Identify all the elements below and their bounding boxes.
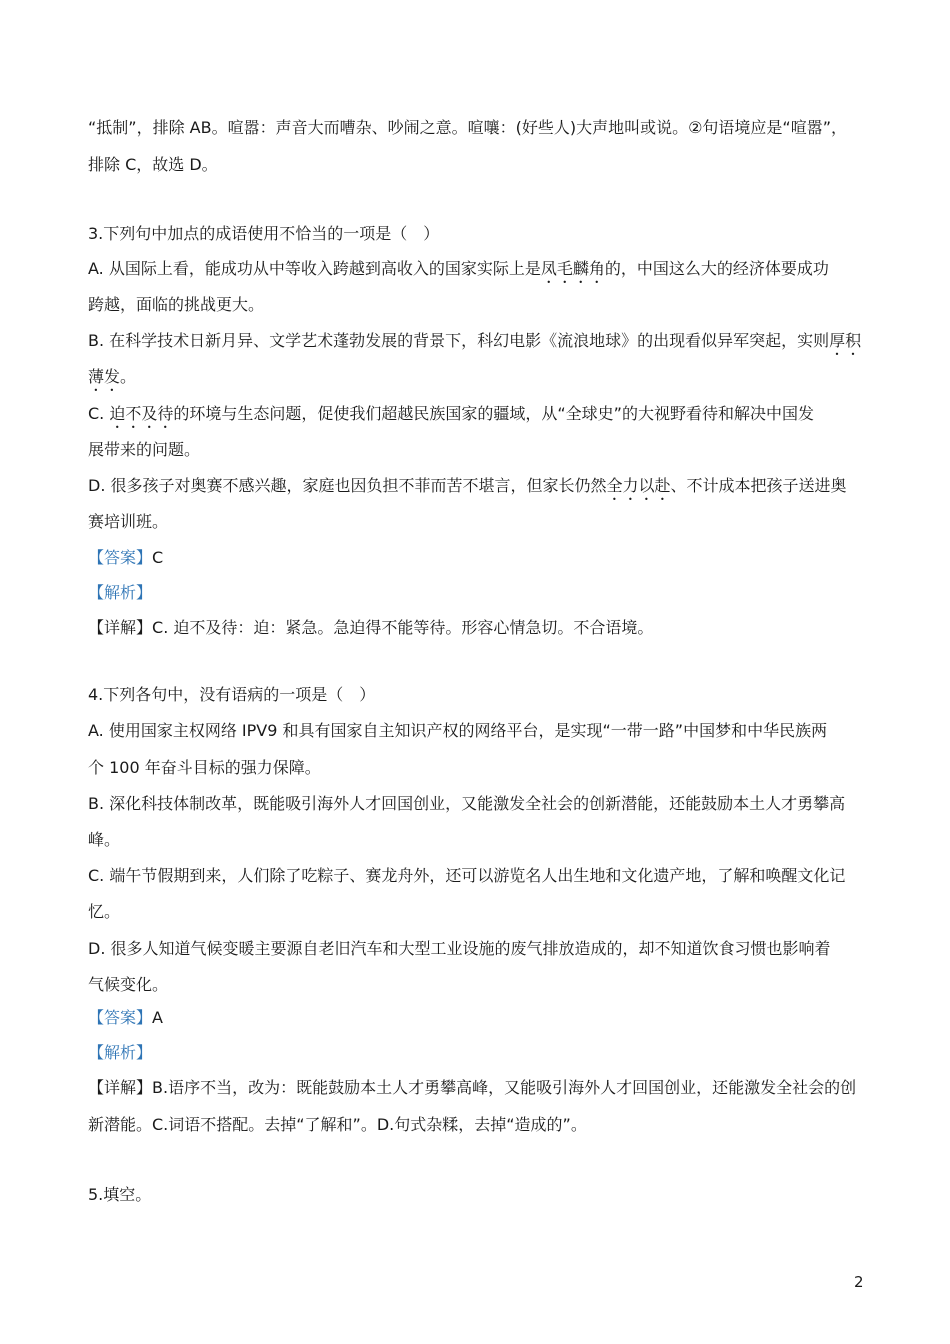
dotted-idiom: 薄发 (88, 367, 121, 386)
detail-label: 【详解】 (88, 618, 153, 637)
question-3-stem: 3.下列句中加点的成语使用不恰当的一项是（ ） (88, 224, 440, 243)
dotted-idiom: 迫不及待 (109, 404, 174, 423)
question-3-option-b-cont: 薄发。 (88, 367, 137, 386)
question-4-stem: 4.下列各句中，没有语病的一项是（ ） (88, 685, 376, 704)
question-3-option-d-cont: 赛培训班。 (88, 512, 169, 531)
question-3-option-d: D. 很多孩子对奥赛不感兴趣，家庭也因负担不菲而苦不堪言，但家长仍然全力以赴、不计成本把孩子送进奥 (88, 476, 847, 495)
question-3-option-c: C. 迫不及待的环境与生态问题，促使我们超越民族国家的疆域，从“全球史”的大视野看待和解决中国发 (88, 404, 814, 423)
question-4-option-c-cont: 忆。 (88, 902, 121, 921)
question-4-option-d-cont: 气候变化。 (88, 975, 169, 994)
question-4-option-d: D. 很多人知道气候变暖主要源自老旧汽车和大型工业设施的废气排放造成的，却不知道饮食习惯也影响着 (88, 939, 831, 958)
question-3-option-a: A. 从国际上看，能成功从中等收入跨越到高收入的国家实际上是凤毛麟角的，中国这么大的经济体要成功 (88, 259, 829, 278)
question-4-detail-cont: 新潜能。C.词语不搭配。去掉“了解和”。D.句式杂糅，去掉“造成的”。 (88, 1115, 587, 1134)
question-3-option-c-cont: 展带来的问题。 (88, 440, 201, 459)
dotted-idiom: 厚积 (829, 331, 862, 350)
question-4-answer: 【答案】A (88, 1008, 163, 1027)
question-3-answer: 【答案】C (88, 548, 164, 567)
question-5-stem: 5.填空。 (88, 1185, 152, 1204)
question-4-option-b-cont: 峰。 (88, 830, 121, 849)
question-4-option-a: A. 使用国家主权网络 IPV9 和具有国家自主知识产权的网络平台，是实现“一带一路”中国梦和中华民族两 (88, 721, 828, 740)
question-3-option-b: B. 在科学技术日新月异、文学艺术蓬勃发展的背景下，科幻电影《流浪地球》的出现看似异军突起，实则厚积 (88, 331, 862, 350)
question-3-analysis-label: 【解析】 (88, 583, 153, 602)
question-4-detail: 【详解】B.语序不当，改为：既能鼓励本土人才勇攀高峰，又能吸引海外人才回国创业，还能激发全社会的创 (88, 1078, 857, 1097)
question-4-option-a-cont: 个 100 年奋斗目标的强力保障。 (88, 758, 321, 777)
answer-label: 【答案】 (88, 1008, 153, 1027)
dotted-idiom: 全力以赴 (606, 476, 671, 495)
question-4-option-c: C. 端午节假期到来，人们除了吃粽子、赛龙舟外，还可以游览名人出生地和文化遗产地，了解和唤醒文化记 (88, 866, 846, 885)
prev-analysis-line: 排除 C，故选 D。 (88, 155, 218, 174)
question-3-option-a-cont: 跨越，面临的挑战更大。 (88, 295, 265, 314)
prev-analysis-line: “抵制”，排除 AB。喧嚣：声音大而嘈杂、吵闹之意。喧嚷：(好些人)大声地叫或说。②句语境应是“喧嚣”， (88, 118, 847, 137)
answer-label: 【答案】 (88, 548, 153, 567)
question-4-option-b: B. 深化科技体制改革，既能吸引海外人才回国创业，又能激发全社会的创新潜能，还能鼓励本土人才勇攀高 (88, 794, 846, 813)
question-4-analysis-label: 【解析】 (88, 1043, 153, 1062)
page-number: 2 (854, 1273, 864, 1291)
dotted-idiom: 凤毛麟角 (540, 259, 605, 278)
detail-label: 【详解】 (88, 1078, 153, 1097)
question-3-detail: 【详解】C. 迫不及待：迫：紧急。急迫得不能等待。形容心情急切。不合语境。 (88, 618, 654, 637)
